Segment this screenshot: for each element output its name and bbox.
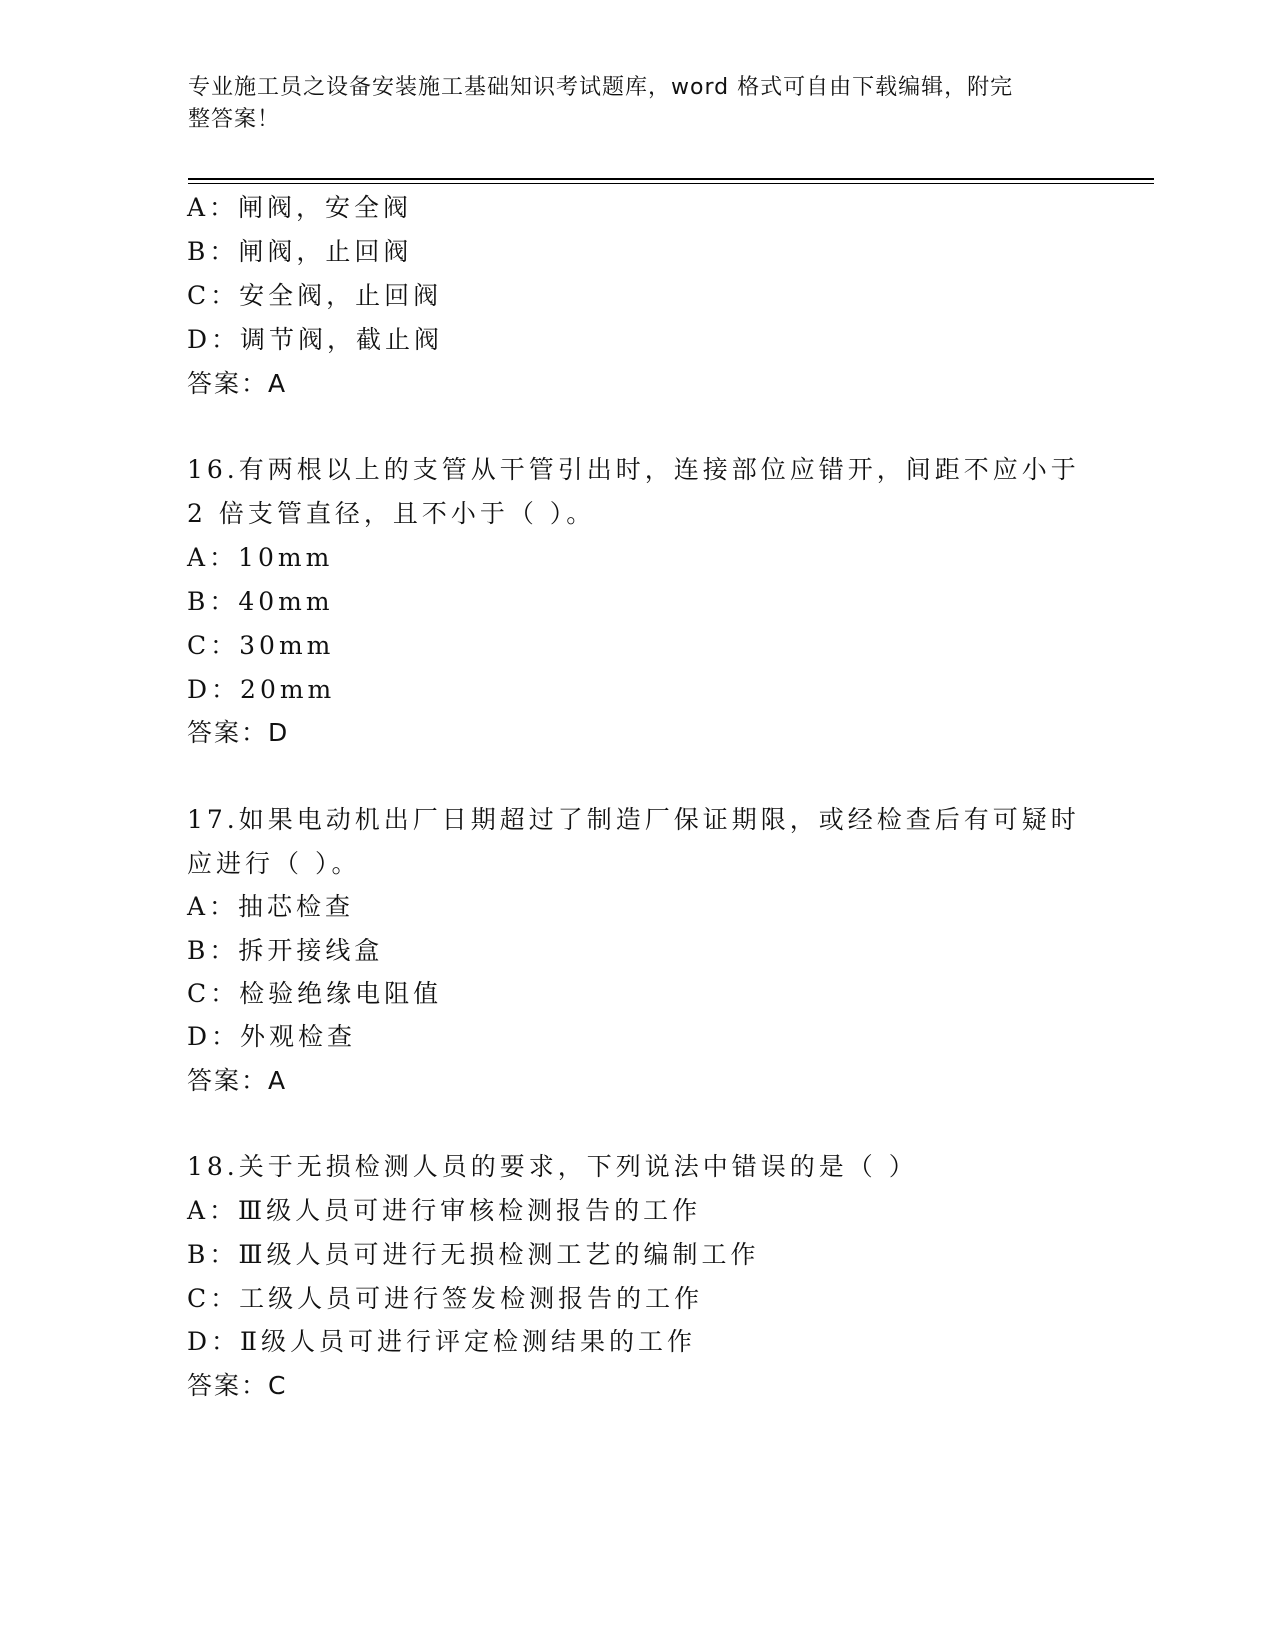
q16-option-a: A：10mm — [187, 543, 334, 572]
q16-option-d: D：20mm — [187, 675, 336, 704]
q17-option-c: C：检验绝缘电阻值 — [187, 979, 443, 1008]
q18-stem-line-1: 18.关于无损检测人员的要求，下列说法中错误的是（ ） — [187, 1152, 918, 1181]
q18-option-d: D：Ⅱ级人员可进行评定检测结果的工作 — [187, 1327, 697, 1356]
q16-option-b: B：40mm — [187, 587, 334, 616]
q17-stem-line-2: 应进行（ ）。 — [187, 849, 361, 878]
q15-option-a: A：闸阀，安全阀 — [187, 193, 413, 222]
q16-answer: 答案：D — [187, 718, 290, 747]
q15-answer: 答案：A — [187, 369, 288, 398]
q16-stem-line-1: 16.有两根以上的支管从干管引出时，连接部位应错开，间距不应小于 — [187, 455, 1080, 484]
q18-option-c: C：工级人员可进行签发检测报告的工作 — [187, 1284, 704, 1313]
q17-stem-line-1: 17.如果电动机出厂日期超过了制造厂保证期限，或经检查后有可疑时 — [187, 805, 1080, 834]
header-line-2: 整答案！ — [188, 107, 281, 132]
q16-option-c: C：30mm — [187, 631, 335, 660]
q18-option-b: B：Ⅲ级人员可进行无损检测工艺的编制工作 — [187, 1240, 760, 1269]
q17-option-a: A：抽芯检查 — [187, 892, 355, 921]
q15-option-d: D：调节阀，截止阀 — [187, 325, 444, 354]
header-rule — [188, 178, 1154, 180]
q15-option-b: B：闸阀，止回阀 — [187, 237, 413, 266]
q17-option-d: D：外观检查 — [187, 1022, 357, 1051]
q18-option-a: A：Ⅲ级人员可进行审核检测报告的工作 — [187, 1196, 702, 1225]
header-line-1: 专业施工员之设备安装施工基础知识考试题库，word 格式可自由下载编辑，附完 — [188, 75, 1014, 100]
q18-answer: 答案：C — [187, 1371, 288, 1400]
header-rule-thin — [188, 183, 1154, 184]
q16-stem-line-2: 2 倍支管直径，且不小于（ ）。 — [187, 499, 596, 528]
q15-option-c: C：安全阀，止回阀 — [187, 281, 443, 310]
q17-answer: 答案：A — [187, 1066, 288, 1095]
q17-option-b: B：拆开接线盒 — [187, 936, 384, 965]
document-header — [188, 72, 1068, 136]
